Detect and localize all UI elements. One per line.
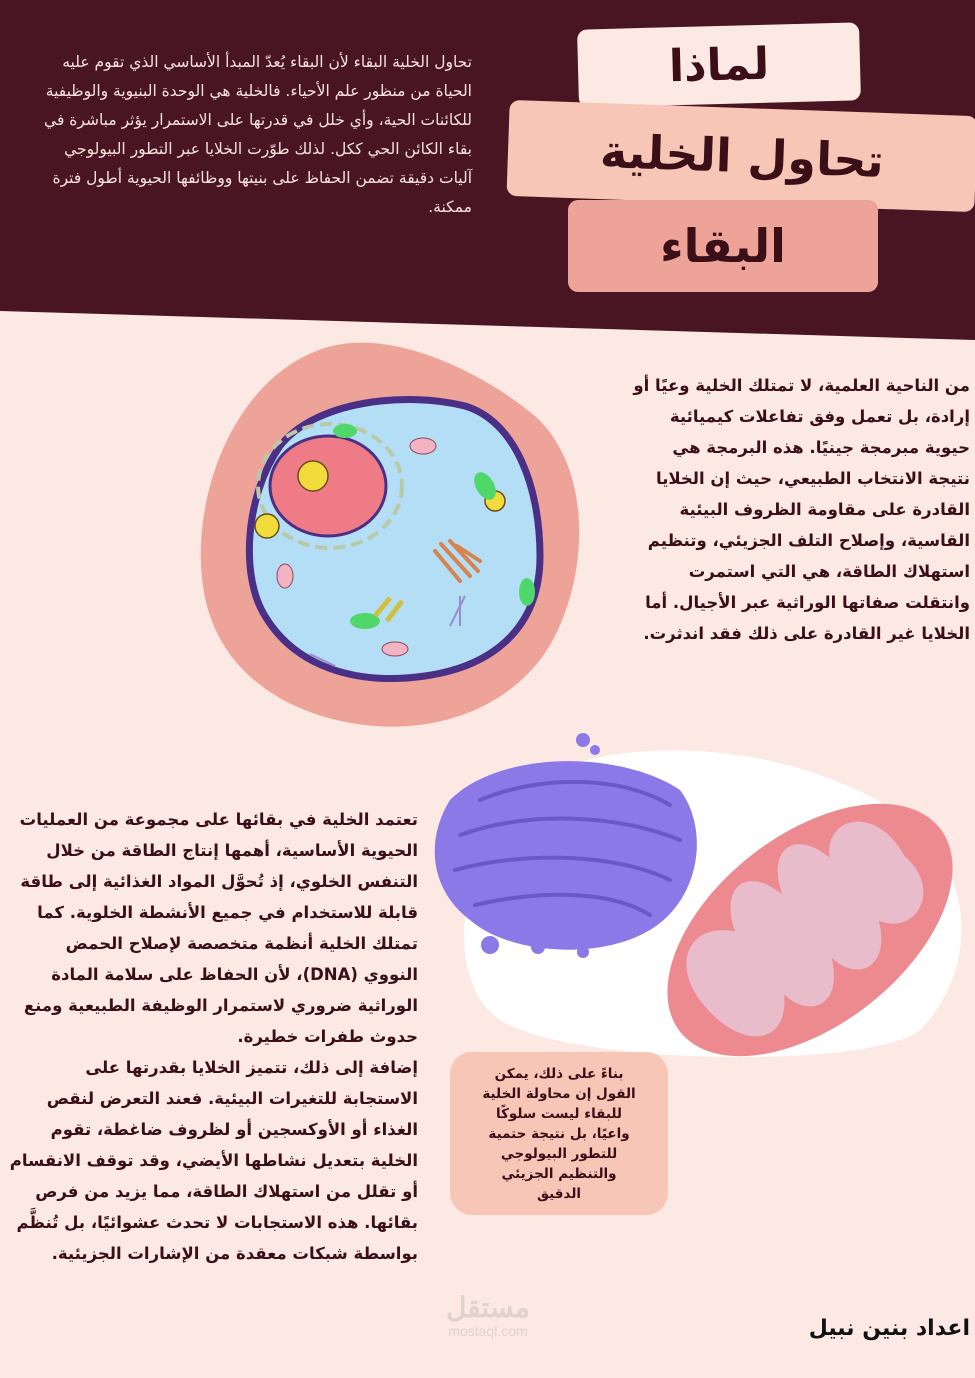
conclusion-line: الدقيق: [537, 1185, 582, 1202]
title-line-3: [568, 200, 878, 292]
title-text-2: تحاول الخلية: [599, 124, 885, 188]
conclusion-line: بناءً على ذلك، يمكن: [494, 1065, 624, 1082]
conclusion-line: والتنظيم الجزيئي: [501, 1165, 617, 1182]
watermark-url: mostaql.com: [448, 1323, 528, 1339]
processes-text: [8, 804, 418, 1269]
processes-paragraph-1: تعتمد الخلية في بقائها على مجموعة من العمليات الحيوية الأساسية، أهمها إنتاج الطاقة من خلال التنفس الخلوي، إذ تُحوَّل المواد الغذائية إلى طاقة قابلة للاستخدام في جميع الأنشطة الخلوية. كما تمتلك الخلية أنظمة متخصصة لإصلاح الحمض النووي (DNA)، لأن الحفاظ على سلامة المادة الوراثية ضروري لاستمرار الوظيفة الطبيعية ومنع حدوث طفرات خطيرة.: [19, 810, 418, 1046]
intro-paragraph: تحاول الخلية البقاء لأن البقاء يُعدّ المبدأ الأساسي الذي تقوم عليه الحياة من منظور علم الأحياء. فالخلية هي الوحدة البنيوية والوظيفية للكائنات الحية، وأي خلل في قدرتها على الاستمرار يؤثر مباشرة في بقاء الكائن الحي ككل. لذلك طوّرت الخلايا عبر التطور البيولوجي آليات دقيقة تضمن الحفاظ على بنيتها ووظائفها الحيوية أطول فترة ممكنة.: [44, 53, 472, 216]
watermark-arabic: مستقل: [446, 1292, 530, 1323]
title-text-1: لماذا: [668, 38, 770, 92]
conclusion-line: واعيًا، بل نتيجة حتمية: [488, 1125, 630, 1142]
conclusion-line: للبقاء ليست سلوكًا: [496, 1105, 622, 1122]
author-credit: اعداد بنين نبيل: [808, 1316, 970, 1341]
title-text-3: البقاء: [660, 219, 786, 273]
conclusion-box: [450, 1052, 668, 1215]
processes-paragraph-2: إضافة إلى ذلك، تتميز الخلايا بقدرتها على الاستجابة للتغيرات البيئية. فعند التعرض لنقص الغذاء أو الأوكسجين أو لظروف ضاغطة، تقوم الخلية بتعديل نشاطها الأيضي، وقد توقف الانقسام أو تقلل من استهلاك الطاقة، مما يزيد من فرص بقائها. هذه الاستجابات لا تحدث عشوائيًا، بل تُنظَّم بواسطة شبكات معقدة من الإشارات الجزيئية.: [9, 1058, 418, 1263]
watermark-logo: [428, 1293, 548, 1339]
animal-cell-illustration: [195, 336, 585, 732]
scientific-view-paragraph: من الناحية العلمية، لا تمتلك الخلية وعيًا أو إرادة، بل تعمل وفق تفاعلات كيميائية حيوية مبرمجة جينيًا. هذه البرمجة هي نتيجة الانتخاب الطبيعي، حيث إن الخلايا القادرة على مقاومة الظروف البيئية القاسية، وإصلاح التلف الجزيئي، وتنظيم استهلاك الطاقة، هي التي استمرت وانتقلت صفاتها الوراثية عبر الأجيال. أما الخلايا غير القادرة على ذلك فقد اندثرت.: [633, 376, 970, 643]
title-line-2: [506, 100, 975, 212]
title-line-1: [577, 22, 861, 107]
organelles-illustration: [420, 720, 975, 1060]
conclusion-line: القول إن محاولة الخلية: [482, 1085, 636, 1102]
conclusion-line: للتطور البيولوجي: [500, 1145, 618, 1162]
